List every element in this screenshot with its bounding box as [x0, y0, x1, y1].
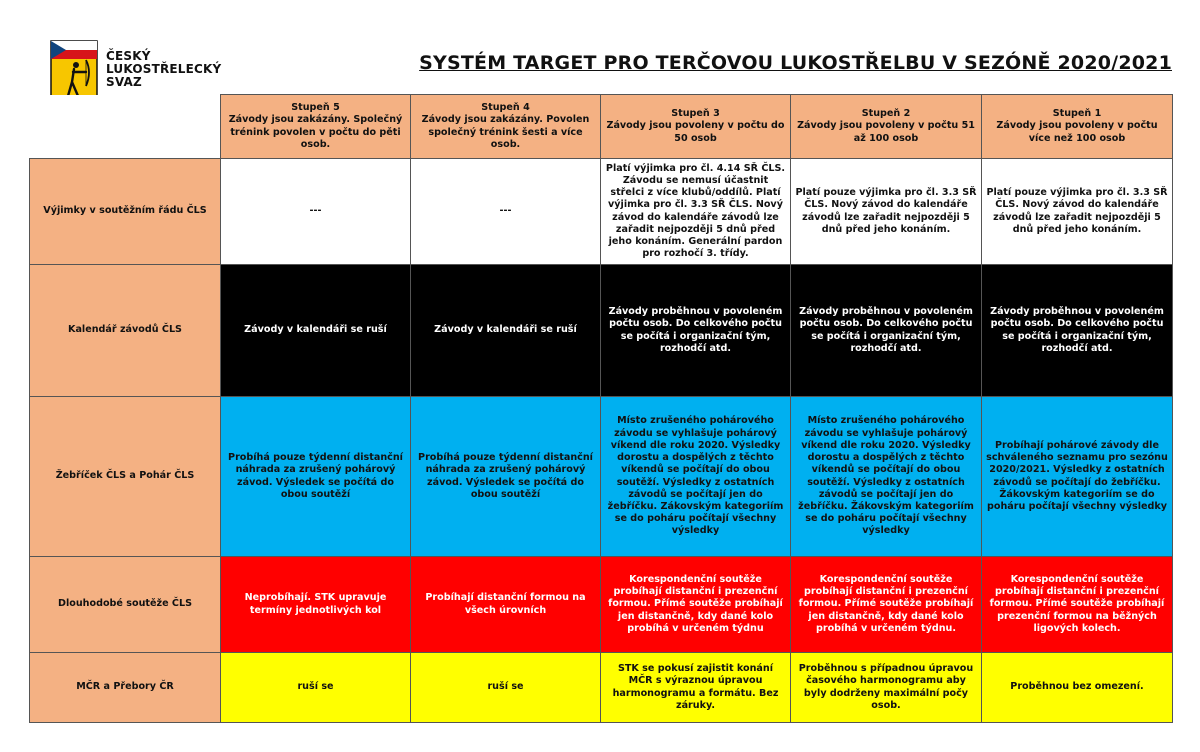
cell-championship-stupen-1: Proběhnou bez omezení.	[982, 653, 1173, 723]
cell-longterm-stupen-1: Korespondenční soutěže probíhají distanční i prezenční formou. Přímé soutěže probíhají prezenční formou na běžných ligových kolech.	[982, 557, 1173, 653]
row-longterm	[30, 557, 1173, 653]
level-name: Stupeň 3	[671, 108, 720, 120]
logo-line: LUKOSTŘELECKÝ	[106, 62, 222, 76]
logo-line: SVAZ	[106, 75, 142, 89]
row-championship	[30, 653, 1173, 723]
column-header-stupen-1	[982, 95, 1173, 159]
logo-line: ČESKÝ	[106, 49, 151, 63]
cell-longterm-stupen-4: Probíhají distanční formou na všech úrovních	[411, 557, 601, 653]
level-description: Závody jsou zakázány. Povolen společný trénink šesti a více osob.	[421, 114, 590, 150]
row-label-calendar: Kalendář závodů ČLS	[30, 265, 221, 397]
level-name: Stupeň 5	[291, 102, 340, 114]
cell-championship-stupen-3: STK se pokusí zajistit konání MČR s výraznou úpravou harmonogramu a formátu. Bez záruky.	[601, 653, 791, 723]
target-system-table	[29, 94, 1173, 723]
cell-championship-stupen-5: ruší se	[221, 653, 411, 723]
page-title: SYSTÉM TARGET PRO TERČOVOU LUKOSTŘELBU V SEZÓNĚ 2020/2021	[419, 52, 1172, 74]
level-description: Závody jsou povoleny v počtu 51 až 100 osob	[797, 120, 975, 144]
level-name: Stupeň 4	[481, 102, 530, 114]
row-ranking	[30, 397, 1173, 557]
corner-cell	[30, 95, 221, 159]
cell-exceptions-stupen-2: Platí pouze výjimka pro čl. 3.3 SŘ ČLS. Nový závod do kalendáře závodů lze zařadit nejpozději 5 dnů před jeho konáním.	[791, 159, 982, 265]
cell-longterm-stupen-3: Korespondenční soutěže probíhají distanční i prezenční formou. Přímé soutěže probíhají jen distančně, kdy dané kolo probíhá v určeném týdnu	[601, 557, 791, 653]
cell-championship-stupen-4: ruší se	[411, 653, 601, 723]
row-label-ranking: Žebříček ČLS a Pohár ČLS	[30, 397, 221, 557]
archer-logo-icon	[50, 40, 98, 100]
level-description: Závody jsou povoleny v počtu více než 100 osob	[996, 120, 1158, 144]
level-name: Stupeň 2	[861, 108, 911, 120]
level-description: Závody jsou povoleny v počtu do 50 osob	[606, 120, 785, 144]
cell-longterm-stupen-2: Korespondenční soutěže probíhají distanční i prezenční formou. Přímé soutěže probíhají jen distančně, kdy dané kolo probíhá v určeném týdnu.	[791, 557, 982, 653]
cell-ranking-stupen-5: Probíhá pouze týdenní distanční náhrada za zrušený pohárový závod. Výsledek se počítá do obou soutěží	[221, 397, 411, 557]
header-row	[30, 95, 1173, 159]
cell-calendar-stupen-4: Závody v kalendáři se ruší	[411, 265, 601, 397]
level-description: Závody jsou zakázány. Společný trénink povolen v počtu do pěti osob.	[228, 114, 403, 150]
cell-calendar-stupen-2: Závody proběhnou v povoleném počtu osob. Do celkového počtu se počítá i organizační tým, rozhodčí atd.	[791, 265, 982, 397]
row-label-championship: MČR a Přebory ČR	[30, 653, 221, 723]
cell-calendar-stupen-5: Závody v kalendáři se ruší	[221, 265, 411, 397]
cell-longterm-stupen-5: Neprobíhají. STK upravuje termíny jednotlivých kol	[221, 557, 411, 653]
column-header-stupen-5	[221, 95, 411, 159]
cell-championship-stupen-2: Proběhnou s případnou úpravou časového harmonogramu aby byly dodrženy maximální počy osob.	[791, 653, 982, 723]
cell-ranking-stupen-4: Probíhá pouze týdenní distanční náhrada za zrušený pohárový závod. Výsledek se počítá do obou soutěží	[411, 397, 601, 557]
cell-ranking-stupen-1: Probíhají pohárové závody dle schváleného seznamu pro sezónu 2020/2021. Výsledky z ostatních závodů se počítají do žebříčku. Žákovským kategoriím se do poháru počítají všechny výsledky	[982, 397, 1173, 557]
logo-text	[106, 50, 221, 89]
cell-calendar-stupen-1: Závody proběhnou v povoleném počtu osob. Do celkového počtu se počítá i organizační tým, rozhodčí atd.	[982, 265, 1173, 397]
cell-exceptions-stupen-5: ---	[221, 159, 411, 265]
row-exceptions	[30, 159, 1173, 265]
cell-exceptions-stupen-1: Platí pouze výjimka pro čl. 3.3 SŘ ČLS. Nový závod do kalendáře závodů lze zařadit nejpozději 5 dnů před jeho konáním.	[982, 159, 1173, 265]
row-label-longterm: Dlouhodobé soutěže ČLS	[30, 557, 221, 653]
cell-exceptions-stupen-3: Platí výjimka pro čl. 4.14 SŘ ČLS. Závodu se nemusí účastnit střelci z více klubů/oddílů. Platí výjimka pro čl. 3.3 SŘ ČLS. Nový závod do kalendáře závodů lze zařadit nejpozději 5 dnů před jeho konáním. Generální pardon pro rozhočí 3. třídy.	[601, 159, 791, 265]
row-calendar	[30, 265, 1173, 397]
level-name: Stupeň 1	[1052, 108, 1102, 120]
cell-ranking-stupen-2: Místo zrušeného pohárového závodu se vyhlašuje pohárový víkend dle roku 2020. Výsledky dorostu a dospělých z těchto víkendů se počítají do obou soutěží. Výsledky z ostatních závodů se počítají jen do žebříčku. Žákovským kategoriím se do poháru počítají všechny výsledky	[791, 397, 982, 557]
csl-logo	[50, 40, 222, 102]
column-header-stupen-4	[411, 95, 601, 159]
cell-exceptions-stupen-4: ---	[411, 159, 601, 265]
row-label-exceptions: Výjimky v soutěžním řádu ČLS	[30, 159, 221, 265]
cell-calendar-stupen-3: Závody proběhnou v povoleném počtu osob. Do celkového počtu se počítá i organizační tým, rozhodčí atd.	[601, 265, 791, 397]
cell-ranking-stupen-3: Místo zrušeného pohárového závodu se vyhlašuje pohárový víkend dle roku 2020. Výsledky dorostu a dospělých z těchto víkendů se počítají do obou soutěží. Výsledky z ostatních závodů se počítají jen do žebříčku. Zákovským kategoriím se do poháru počítají všechny výsledky	[601, 397, 791, 557]
column-header-stupen-2	[791, 95, 982, 159]
column-header-stupen-3	[601, 95, 791, 159]
